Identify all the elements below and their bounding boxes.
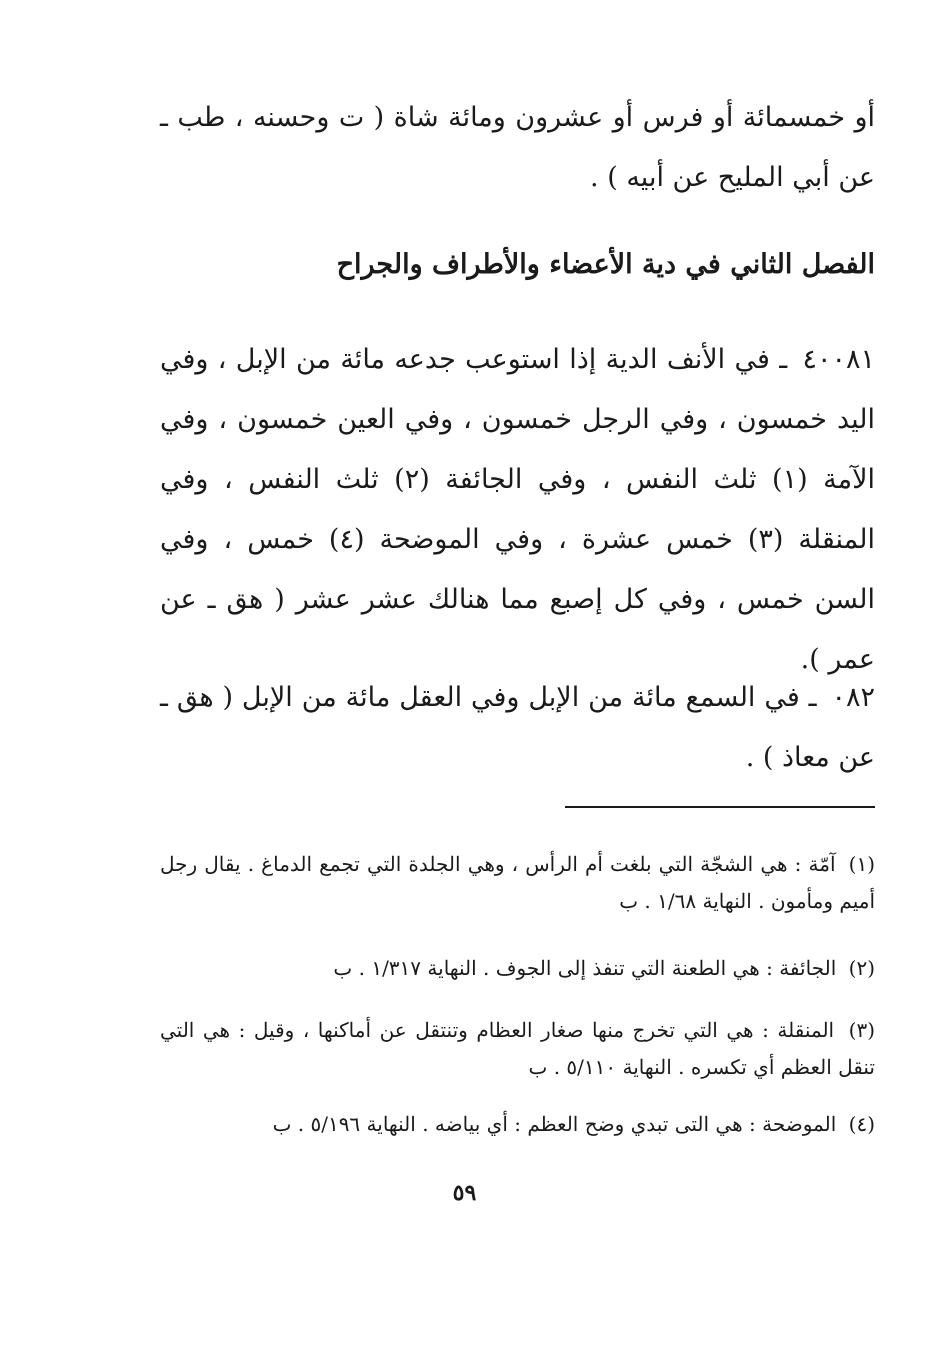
- section-heading: الفصل الثاني في دية الأعضاء والأطراف والجراح: [336, 249, 875, 280]
- footnote: [160, 846, 875, 920]
- footnote: [160, 1106, 875, 1143]
- footnote: [160, 1012, 875, 1086]
- footnote-text: الجائفة : هي الطعنة التي تنفذ إلى الجوف . النهاية ١/٣١٧ . ب: [333, 956, 837, 980]
- hadith-paragraph: [160, 330, 875, 690]
- footnote-text: المنقلة : هي التي تخرج منها صغار العظام وتنتقل عن أماكنها ، وقيل : هي التي تنقل العظم أي تكسره . النهاية ٥/١١٠ . ب: [160, 1018, 875, 1079]
- page-number: ٥٩: [452, 1180, 477, 1206]
- footnote-marker: (٤): [848, 1112, 875, 1136]
- hadith-text: ـ في السمع مائة من الإبل وفي العقل مائة من الإبل ( هق ـ عن معاذ ) .: [160, 682, 875, 773]
- footnote-text: آمّة : هي الشجّة التي بلغت أم الرأس ، وهي الجلدة التي تجمع الدماغ . يقال رجل أميم ومأمون . النهاية ١/٦٨ . ب: [160, 852, 875, 913]
- footnote-divider: [565, 806, 875, 808]
- hadith-number: ٠٨٢: [831, 682, 875, 713]
- footnote-text: الموضحة : هي التى تبدي وضح العظم : أي بياضه . النهاية ٥/١٩٦ . ب: [272, 1112, 837, 1136]
- footnote-marker: (٣): [848, 1018, 875, 1042]
- hadith-number: ٤٠٠٨١: [802, 344, 875, 375]
- footnote: [160, 950, 875, 987]
- hadith-text: ـ في الأنف الدية إذا استوعب جدعه مائة من الإبل ، وفي اليد خمسون ، وفي الرجل خمسون ، وفي العين خمسون ، وفي الآمة (١) ثلث النفس ، وفي الجائفة (٢) ثلث النفس ، وفي المنقلة (٣) خمس عشرة ، وفي الموضحة (٤) خمس ، وفي السن خمس ، وفي كل إصبع مما هنالك عشر عشر ( هق ـ عن عمر ).: [160, 344, 875, 675]
- intro-paragraph: [160, 88, 875, 208]
- hadith-paragraph: [160, 668, 875, 788]
- footnote-marker: (٢): [848, 956, 875, 980]
- intro-text: أو خمسمائة أو فرس أو عشرون ومائة شاة ( ت وحسنه ، طب ـ عن أبي المليح عن أبيه ) .: [160, 102, 875, 193]
- footnote-marker: (١): [848, 852, 876, 876]
